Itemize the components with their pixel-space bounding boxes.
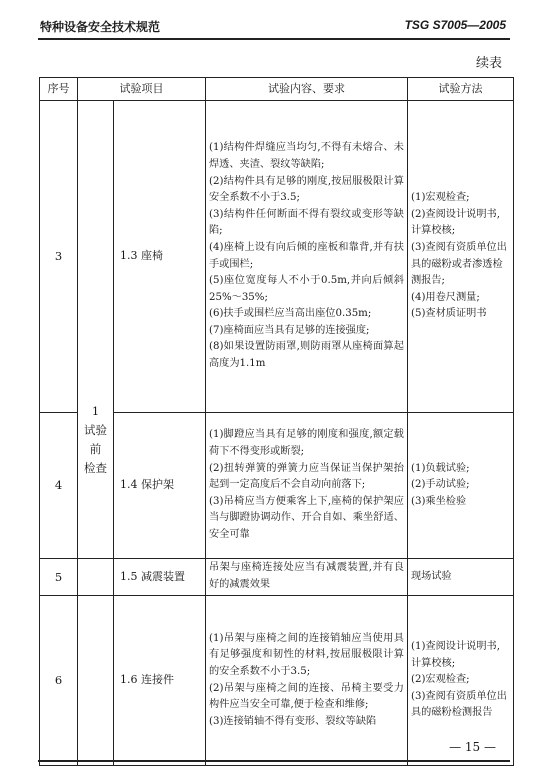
- row-number: 5: [40, 559, 78, 596]
- test-methods: [408, 559, 514, 596]
- table-row: [40, 101, 514, 413]
- requirement-line: (6)扶手或围栏应当高出座位0.35m;: [209, 308, 372, 320]
- method-line: (1)负载试验;: [411, 462, 470, 474]
- requirement-line: (3)吊椅应当方便乘客上下,座椅的保护架应当与脚蹬协调动作、开合自如、乘坐舒适、安全可靠: [209, 495, 404, 540]
- category-label: 1 试验 前 检查: [84, 404, 107, 475]
- category-cell-empty: [78, 559, 114, 596]
- test-requirements: [206, 559, 408, 596]
- test-item: 1.3 座椅: [114, 101, 206, 413]
- requirement-line: (2)扭转弹簧的弹簧力应当保证当保护架抬起到一定高度后不会自动向前落下;: [209, 462, 404, 491]
- test-requirements: [206, 596, 408, 766]
- requirement-line: (1)结构件焊缝应当均匀,不得有未熔合、未焊透、夹渣、裂纹等缺陷;: [209, 142, 404, 170]
- running-header-title: 特种设备安全技术规范: [40, 20, 161, 34]
- row-number: 6: [40, 596, 78, 766]
- method-line: 现场试验: [411, 570, 452, 582]
- test-methods: [408, 413, 514, 559]
- row-number: 3: [40, 101, 78, 413]
- requirement-line: (5)座位宽度每人不小于0.5m,并向后倾斜25%～35%;: [209, 275, 404, 303]
- requirement-line: (8)如果设置防雨罩,则防雨罩从座椅面算起高度为1.1m: [209, 341, 404, 370]
- col-header-no: 序号: [40, 78, 78, 101]
- method-line: (1)宏观检查;: [411, 192, 470, 204]
- method-line: (3)查阅有资质单位出具的磁粉检测报告: [411, 690, 507, 719]
- method-line: (1)查阅设计说明书,计算校核;: [411, 641, 500, 669]
- header-rule: [38, 38, 510, 40]
- test-methods: [408, 101, 514, 413]
- requirement-line: 吊架与座椅连接处应当有减震装置,并有良好的减震效果: [209, 562, 404, 590]
- requirement-line: (4)座椅上设有向后倾的座板和靠背,并有扶手或围栏;: [209, 241, 404, 270]
- running-header-code: TSG S7005—2005: [404, 18, 506, 32]
- row-number: 4: [40, 413, 78, 559]
- requirement-line: (3)连接销轴不得有变形、裂纹等缺陷: [209, 715, 377, 727]
- method-line: (4)用卷尺测量;: [411, 291, 480, 303]
- method-line: (5)查材质证明书: [411, 308, 487, 320]
- test-spec-table: [39, 77, 514, 766]
- requirement-line: (2)结构件具有足够的刚度,按屈服极限计算安全系数不小于3.5;: [209, 175, 404, 204]
- test-item: 1.4 保护架: [114, 413, 206, 559]
- requirement-line: (3)结构件任何断面不得有裂纹或变形等缺陷;: [209, 208, 404, 237]
- method-line: (2)手动试验;: [411, 479, 470, 491]
- requirement-line: (7)座椅面应当具有足够的连接强度;: [209, 324, 370, 336]
- footer-rule: [38, 760, 510, 762]
- test-requirements: [206, 413, 408, 559]
- method-line: (2)宏观检查;: [411, 674, 470, 686]
- test-item: 1.6 连接件: [114, 596, 206, 766]
- method-line: (3)乘坐检验: [411, 495, 467, 507]
- page-number: — 15 —: [449, 740, 496, 754]
- category-cell-empty: [78, 596, 114, 766]
- col-header-requirements: 试验内容、要求: [206, 78, 408, 101]
- table-header-row: [40, 78, 514, 101]
- continued-label: 续表: [475, 56, 502, 71]
- requirement-line: (1)吊架与座椅之间的连接销轴应当使用具有足够强度和韧性的材料,按屈服极限计算的安全系数不小于3.5;: [209, 632, 404, 677]
- table-row: [40, 559, 514, 596]
- col-header-method: 试验方法: [408, 78, 514, 101]
- method-line: (3)查阅有资质单位出具的磁粉或者渗透检测报告;: [411, 241, 507, 287]
- requirement-line: (2)吊架与座椅之间的连接、吊椅主要受力构件应当安全可靠,便于检查和维修;: [209, 682, 404, 711]
- requirement-line: (1)脚蹬应当具有足够的刚度和强度,额定载荷下不得变形或断裂;: [209, 429, 404, 458]
- test-requirements: [206, 101, 408, 413]
- test-item: 1.5 减震装置: [114, 559, 206, 596]
- table-row: [40, 596, 514, 766]
- category-cell: [78, 101, 114, 559]
- col-header-item: 试验项目: [78, 78, 206, 101]
- method-line: (2)查阅设计说明书,计算校核;: [411, 208, 500, 237]
